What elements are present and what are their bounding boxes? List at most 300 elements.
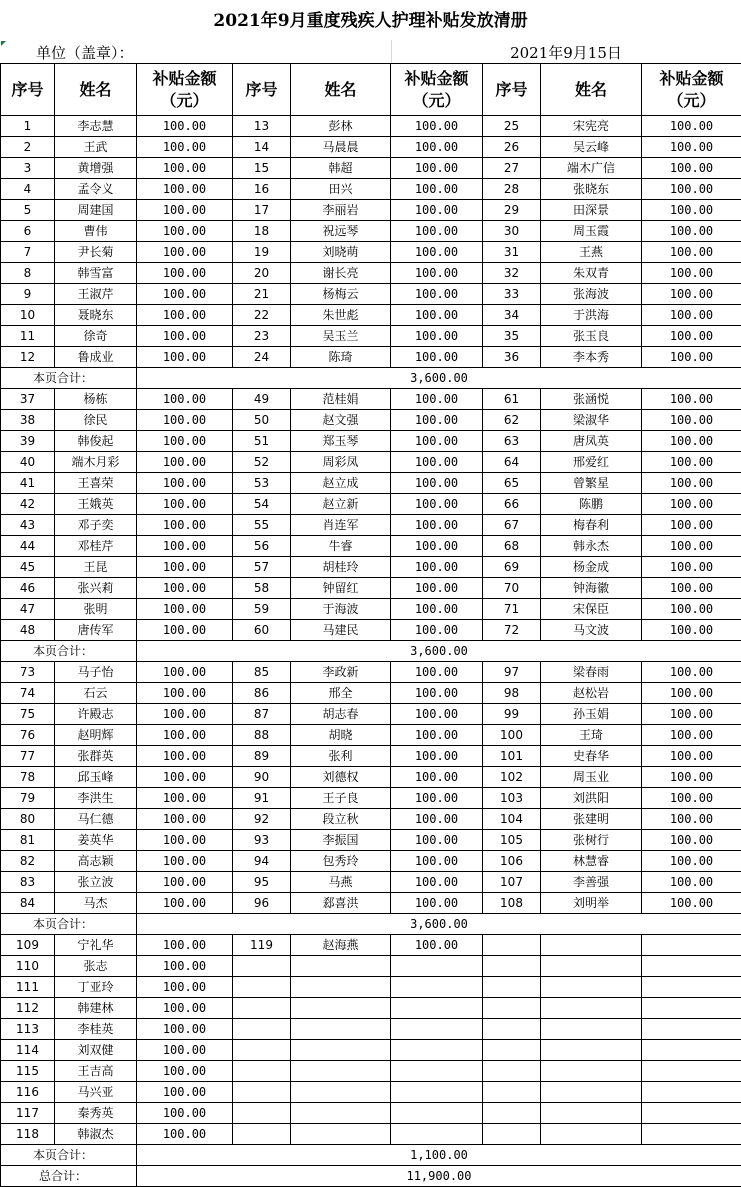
amount-cell: [391, 956, 483, 977]
seq-cell: 76: [1, 725, 55, 746]
seq-cell: 72: [483, 620, 541, 641]
seq-cell: 78: [1, 767, 55, 788]
amount-cell: 100.00: [391, 935, 483, 956]
amount-cell: [642, 1082, 741, 1103]
name-cell: 张明: [55, 599, 137, 620]
seq-cell: 2: [1, 137, 55, 158]
amount-cell: 100.00: [642, 326, 741, 347]
amount-cell: 100.00: [642, 683, 741, 704]
subtotal-label: 本页合计：: [1, 641, 137, 662]
name-cell: 祝远琴: [291, 221, 391, 242]
header-name: 姓名: [291, 64, 391, 116]
name-cell: 秦秀英: [55, 1103, 137, 1124]
header-amount: [642, 64, 741, 116]
amount-cell: 100.00: [391, 662, 483, 683]
name-cell: 周建国: [55, 200, 137, 221]
table-row: [1, 242, 741, 263]
name-cell: 马文波: [541, 620, 642, 641]
name-cell: 马仁德: [55, 809, 137, 830]
table-row: [1, 578, 741, 599]
amount-cell: 100.00: [137, 221, 233, 242]
seq-cell: 105: [483, 830, 541, 851]
amount-cell: 100.00: [642, 263, 741, 284]
header-row: [1, 64, 741, 116]
total-label: 总合计：: [1, 1166, 137, 1187]
seq-cell: 13: [233, 116, 291, 137]
seq-cell: 38: [1, 410, 55, 431]
amount-cell: 100.00: [642, 158, 741, 179]
amount-cell: 100.00: [391, 494, 483, 515]
seq-cell: 49: [233, 389, 291, 410]
amount-cell: [642, 1040, 741, 1061]
seq-cell: 86: [233, 683, 291, 704]
name-cell: 赵松岩: [541, 683, 642, 704]
table-row: [1, 662, 741, 683]
total-value: 11,900.00: [137, 1166, 741, 1187]
seq-cell: [483, 935, 541, 956]
name-cell: 朱双青: [541, 263, 642, 284]
name-cell: 李洪生: [55, 788, 137, 809]
amount-cell: 100.00: [391, 683, 483, 704]
seq-cell: 3: [1, 158, 55, 179]
table-row: [1, 158, 741, 179]
amount-cell: 100.00: [137, 935, 233, 956]
seq-cell: 37: [1, 389, 55, 410]
amount-cell: 100.00: [137, 347, 233, 368]
header-amount-line1: 补贴金额: [404, 68, 469, 88]
name-cell: 刘明举: [541, 893, 642, 914]
name-cell: [291, 956, 391, 977]
seq-cell: 14: [233, 137, 291, 158]
amount-cell: [642, 1061, 741, 1082]
seq-cell: 24: [233, 347, 291, 368]
amount-cell: 100.00: [642, 851, 741, 872]
table-row: [1, 1124, 741, 1145]
name-cell: 韩俊起: [55, 431, 137, 452]
name-cell: 张涵悦: [541, 389, 642, 410]
amount-cell: 100.00: [137, 746, 233, 767]
name-cell: [291, 998, 391, 1019]
amount-cell: 100.00: [391, 851, 483, 872]
amount-cell: 100.00: [391, 767, 483, 788]
table-row: [1, 809, 741, 830]
name-cell: 宋宪亮: [541, 116, 642, 137]
name-cell: 丁亚玲: [55, 977, 137, 998]
amount-cell: 100.00: [137, 389, 233, 410]
seq-cell: 93: [233, 830, 291, 851]
table-row: [1, 704, 741, 725]
table-row: [1, 767, 741, 788]
name-cell: 王子良: [291, 788, 391, 809]
table-row: [1, 536, 741, 557]
amount-cell: 100.00: [391, 179, 483, 200]
name-cell: [541, 1019, 642, 1040]
seq-cell: 53: [233, 473, 291, 494]
seq-cell: 42: [1, 494, 55, 515]
name-cell: 张玉良: [541, 326, 642, 347]
seq-cell: 22: [233, 305, 291, 326]
table-row: [1, 998, 741, 1019]
name-cell: 马杰: [55, 893, 137, 914]
seq-cell: 64: [483, 452, 541, 473]
table-row: [1, 620, 741, 641]
seq-cell: 111: [1, 977, 55, 998]
table-row: [1, 389, 741, 410]
name-cell: 陈琦: [291, 347, 391, 368]
seq-cell: 20: [233, 263, 291, 284]
table-row: [1, 410, 741, 431]
name-cell: 马晨晨: [291, 137, 391, 158]
amount-cell: 100.00: [391, 893, 483, 914]
table-row: [1, 137, 741, 158]
seq-cell: 63: [483, 431, 541, 452]
amount-cell: 100.00: [391, 872, 483, 893]
name-cell: 马子怡: [55, 662, 137, 683]
amount-cell: 100.00: [137, 662, 233, 683]
amount-cell: 100.00: [137, 431, 233, 452]
table-row: [1, 284, 741, 305]
name-cell: 梅春利: [541, 515, 642, 536]
header-seq: 序号: [483, 64, 541, 116]
seq-cell: 104: [483, 809, 541, 830]
amount-cell: 100.00: [642, 788, 741, 809]
name-cell: 王娥英: [55, 494, 137, 515]
seq-cell: 85: [233, 662, 291, 683]
amount-cell: 100.00: [137, 515, 233, 536]
name-cell: 邓子奕: [55, 515, 137, 536]
seq-cell: [483, 1124, 541, 1145]
name-cell: [291, 977, 391, 998]
amount-cell: 100.00: [642, 746, 741, 767]
name-cell: [541, 977, 642, 998]
seq-cell: 44: [1, 536, 55, 557]
amount-cell: 100.00: [137, 599, 233, 620]
name-cell: 徐民: [55, 410, 137, 431]
amount-cell: [391, 998, 483, 1019]
amount-cell: [642, 935, 741, 956]
seq-cell: 84: [1, 893, 55, 914]
name-cell: 杨梅云: [291, 284, 391, 305]
subsidy-table: [0, 63, 741, 1187]
amount-cell: 100.00: [137, 1124, 233, 1145]
amount-cell: 100.00: [391, 746, 483, 767]
seq-cell: 112: [1, 998, 55, 1019]
name-cell: [291, 1019, 391, 1040]
name-cell: 黄增强: [55, 158, 137, 179]
name-cell: 郄喜洪: [291, 893, 391, 914]
seq-cell: 29: [483, 200, 541, 221]
seq-cell: 98: [483, 683, 541, 704]
seq-cell: 54: [233, 494, 291, 515]
name-cell: 李政新: [291, 662, 391, 683]
seq-cell: 33: [483, 284, 541, 305]
table-row: [1, 179, 741, 200]
name-cell: 鲁成业: [55, 347, 137, 368]
amount-cell: 100.00: [137, 200, 233, 221]
seq-cell: 113: [1, 1019, 55, 1040]
name-cell: 李丽岩: [291, 200, 391, 221]
name-cell: 马兴亚: [55, 1082, 137, 1103]
amount-cell: 100.00: [137, 851, 233, 872]
name-cell: 林慧睿: [541, 851, 642, 872]
table-row: [1, 788, 741, 809]
amount-cell: 100.00: [137, 872, 233, 893]
header-amount: [137, 64, 233, 116]
seq-cell: [483, 1061, 541, 1082]
seq-cell: 59: [233, 599, 291, 620]
name-cell: 徐奇: [55, 326, 137, 347]
seq-cell: 32: [483, 263, 541, 284]
name-cell: 刘洪阳: [541, 788, 642, 809]
subtotal-value: 1,100.00: [137, 1145, 741, 1166]
subtotal-label: 本页合计：: [1, 1145, 137, 1166]
table-row: [1, 305, 741, 326]
name-cell: 胡志春: [291, 704, 391, 725]
total-row: [1, 1166, 741, 1187]
table-row: [1, 935, 741, 956]
amount-cell: 100.00: [137, 1082, 233, 1103]
name-cell: 韩淑杰: [55, 1124, 137, 1145]
amount-cell: [391, 1124, 483, 1145]
seq-cell: 115: [1, 1061, 55, 1082]
name-cell: 赵文强: [291, 410, 391, 431]
name-cell: 王淑芹: [55, 284, 137, 305]
amount-cell: 100.00: [642, 872, 741, 893]
amount-cell: 100.00: [137, 536, 233, 557]
seq-cell: 91: [233, 788, 291, 809]
seq-cell: 66: [483, 494, 541, 515]
amount-cell: 100.00: [137, 494, 233, 515]
name-cell: 孟令义: [55, 179, 137, 200]
seq-cell: 40: [1, 452, 55, 473]
header-name: 姓名: [541, 64, 642, 116]
name-cell: 刘晓萌: [291, 242, 391, 263]
amount-cell: 100.00: [642, 599, 741, 620]
seq-cell: [483, 998, 541, 1019]
seq-cell: [483, 977, 541, 998]
table-row: [1, 1040, 741, 1061]
name-cell: 赵立新: [291, 494, 391, 515]
name-cell: 牛睿: [291, 536, 391, 557]
amount-cell: 100.00: [137, 683, 233, 704]
amount-cell: 100.00: [391, 830, 483, 851]
amount-cell: 100.00: [391, 347, 483, 368]
seq-cell: 25: [483, 116, 541, 137]
amount-cell: 100.00: [642, 578, 741, 599]
seq-cell: 55: [233, 515, 291, 536]
name-cell: 韩雪富: [55, 263, 137, 284]
name-cell: [541, 1061, 642, 1082]
name-cell: [541, 998, 642, 1019]
amount-cell: 100.00: [642, 536, 741, 557]
amount-cell: 100.00: [137, 1040, 233, 1061]
seq-cell: [483, 1082, 541, 1103]
seq-cell: 70: [483, 578, 541, 599]
amount-cell: 100.00: [137, 452, 233, 473]
subtotal-row: [1, 368, 741, 389]
seq-cell: 94: [233, 851, 291, 872]
amount-cell: 100.00: [642, 389, 741, 410]
seq-cell: 119: [233, 935, 291, 956]
seq-cell: 28: [483, 179, 541, 200]
name-cell: 聂晓东: [55, 305, 137, 326]
name-cell: 周玉霞: [541, 221, 642, 242]
amount-cell: 100.00: [642, 116, 741, 137]
seq-cell: 88: [233, 725, 291, 746]
name-cell: [291, 1124, 391, 1145]
seq-cell: [233, 1040, 291, 1061]
name-cell: 邱玉峰: [55, 767, 137, 788]
table-row: [1, 893, 741, 914]
amount-cell: 100.00: [642, 704, 741, 725]
name-cell: 韩建林: [55, 998, 137, 1019]
table-row: [1, 1103, 741, 1124]
table-row: [1, 599, 741, 620]
amount-cell: 100.00: [642, 284, 741, 305]
name-cell: 杨栋: [55, 389, 137, 410]
amount-cell: 100.00: [391, 242, 483, 263]
name-cell: 王吉高: [55, 1061, 137, 1082]
seq-cell: 102: [483, 767, 541, 788]
seq-cell: 73: [1, 662, 55, 683]
amount-cell: 100.00: [642, 305, 741, 326]
seq-cell: 96: [233, 893, 291, 914]
seq-cell: 60: [233, 620, 291, 641]
amount-cell: 100.00: [137, 116, 233, 137]
name-cell: 段立秋: [291, 809, 391, 830]
seq-cell: 12: [1, 347, 55, 368]
name-cell: 韩超: [291, 158, 391, 179]
amount-cell: 100.00: [391, 326, 483, 347]
amount-cell: 100.00: [642, 662, 741, 683]
amount-cell: 100.00: [137, 179, 233, 200]
name-cell: 彭林: [291, 116, 391, 137]
seq-cell: [233, 1061, 291, 1082]
seq-cell: 1: [1, 116, 55, 137]
name-cell: 唐凤英: [541, 431, 642, 452]
name-cell: 端木广信: [541, 158, 642, 179]
name-cell: 邓桂芹: [55, 536, 137, 557]
page-title: 2021年9月重度残疾人护理补贴发放清册: [213, 11, 528, 31]
name-cell: 梁春雨: [541, 662, 642, 683]
name-cell: 孙玉娟: [541, 704, 642, 725]
name-cell: 周彩凤: [291, 452, 391, 473]
seq-cell: 50: [233, 410, 291, 431]
name-cell: 张海波: [541, 284, 642, 305]
name-cell: 张利: [291, 746, 391, 767]
amount-cell: [391, 977, 483, 998]
amount-cell: 100.00: [137, 263, 233, 284]
name-cell: 梁淑华: [541, 410, 642, 431]
table-row: [1, 263, 741, 284]
name-cell: 刘双健: [55, 1040, 137, 1061]
name-cell: [541, 1082, 642, 1103]
seq-cell: 23: [233, 326, 291, 347]
seq-cell: 95: [233, 872, 291, 893]
name-cell: [541, 935, 642, 956]
seq-cell: 45: [1, 557, 55, 578]
name-cell: 钟留红: [291, 578, 391, 599]
seq-cell: 68: [483, 536, 541, 557]
header-amount-line2: （元）: [412, 90, 461, 110]
amount-cell: [642, 956, 741, 977]
amount-cell: 100.00: [391, 578, 483, 599]
amount-cell: 100.00: [391, 536, 483, 557]
subtotal-value: 3,600.00: [137, 914, 741, 935]
table-row: [1, 221, 741, 242]
name-cell: 王昆: [55, 557, 137, 578]
amount-cell: 100.00: [137, 284, 233, 305]
seq-cell: [233, 956, 291, 977]
amount-cell: 100.00: [137, 620, 233, 641]
header-seq: 序号: [233, 64, 291, 116]
seq-cell: 7: [1, 242, 55, 263]
seq-cell: 8: [1, 263, 55, 284]
name-cell: [291, 1061, 391, 1082]
table-row: [1, 473, 741, 494]
amount-cell: 100.00: [642, 410, 741, 431]
amount-cell: 100.00: [391, 263, 483, 284]
seq-cell: 58: [233, 578, 291, 599]
seq-cell: 19: [233, 242, 291, 263]
amount-cell: 100.00: [391, 389, 483, 410]
seq-cell: 52: [233, 452, 291, 473]
name-cell: [541, 1124, 642, 1145]
name-cell: [291, 1103, 391, 1124]
name-cell: 范桂娟: [291, 389, 391, 410]
seq-cell: 15: [233, 158, 291, 179]
name-cell: 田兴: [291, 179, 391, 200]
seq-cell: 39: [1, 431, 55, 452]
name-cell: 刘德权: [291, 767, 391, 788]
amount-cell: 100.00: [642, 830, 741, 851]
name-cell: 王琦: [541, 725, 642, 746]
seq-cell: 51: [233, 431, 291, 452]
seq-cell: 65: [483, 473, 541, 494]
amount-cell: 100.00: [642, 515, 741, 536]
seq-cell: 47: [1, 599, 55, 620]
name-cell: 曹伟: [55, 221, 137, 242]
seq-cell: 116: [1, 1082, 55, 1103]
amount-cell: 100.00: [642, 620, 741, 641]
seq-cell: 109: [1, 935, 55, 956]
seq-cell: 69: [483, 557, 541, 578]
seq-cell: 99: [483, 704, 541, 725]
subtotal-row: [1, 641, 741, 662]
seq-cell: 11: [1, 326, 55, 347]
name-cell: 张建明: [541, 809, 642, 830]
amount-cell: 100.00: [137, 1103, 233, 1124]
seq-cell: 34: [483, 305, 541, 326]
name-cell: 张志: [55, 956, 137, 977]
amount-cell: 100.00: [642, 242, 741, 263]
amount-cell: 100.00: [391, 305, 483, 326]
seq-cell: 21: [233, 284, 291, 305]
header-amount-line1: 补贴金额: [659, 68, 724, 88]
amount-cell: 100.00: [137, 977, 233, 998]
amount-cell: 100.00: [642, 452, 741, 473]
name-cell: 李善强: [541, 872, 642, 893]
unit-date-row: [0, 40, 741, 63]
table-row: [1, 557, 741, 578]
table-row: [1, 431, 741, 452]
seq-cell: 5: [1, 200, 55, 221]
seq-cell: 10: [1, 305, 55, 326]
seq-cell: 61: [483, 389, 541, 410]
amount-cell: 100.00: [642, 431, 741, 452]
issue-date: 2021年9月15日: [510, 44, 622, 62]
amount-cell: 100.00: [137, 242, 233, 263]
